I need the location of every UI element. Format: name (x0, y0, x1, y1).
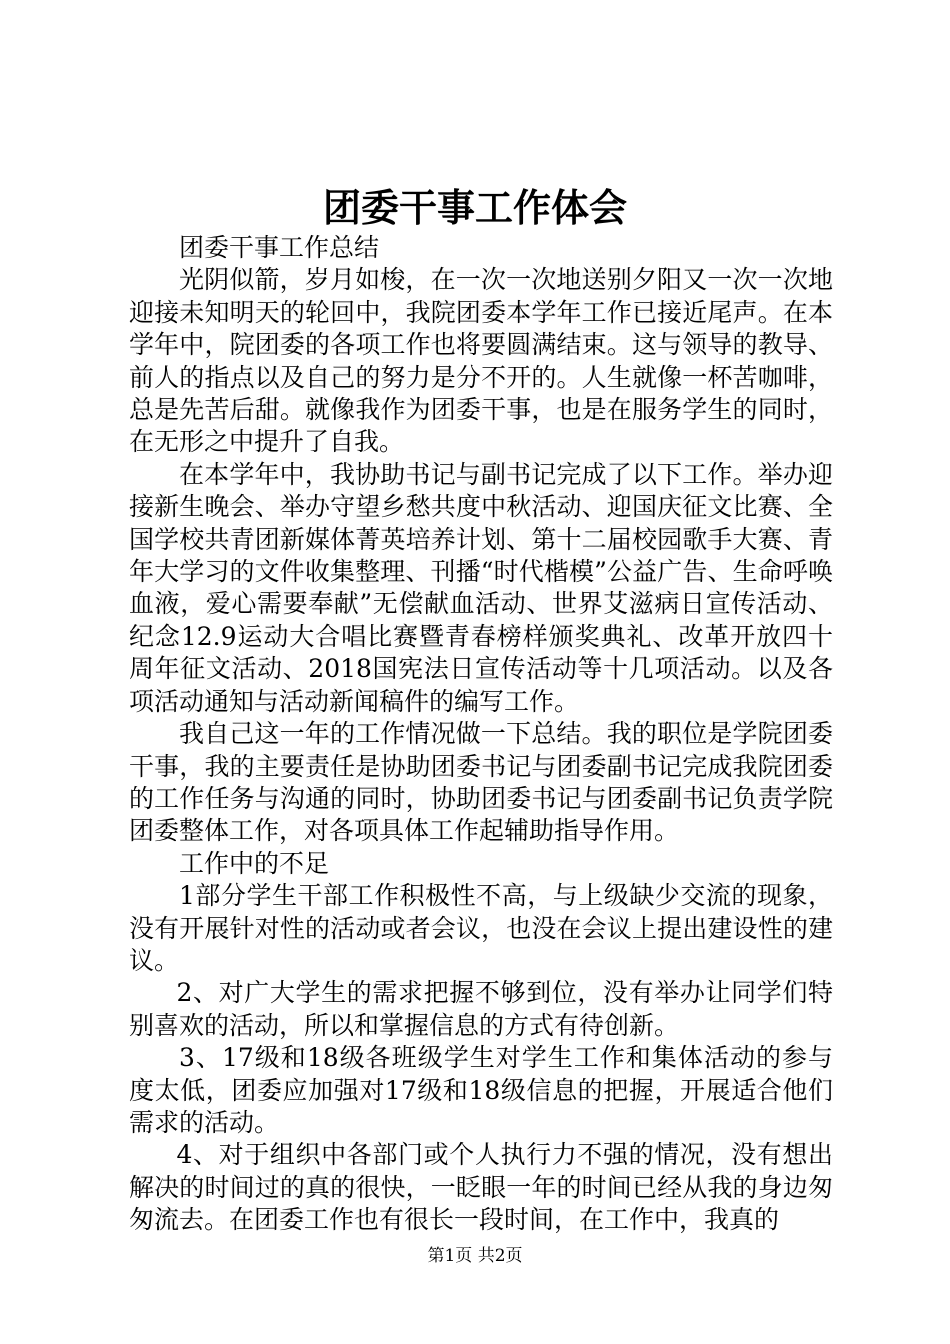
paragraph: 2、对广大学生的需求把握不够到位，没有举办让同学们特别喜欢的活动，所以和掌握信息的方式有待创新。 (129, 978, 833, 1040)
paragraph: 3、17级和18级各班级学生对学生工作和集体活动的参与度太低，团委应加强对17级和18级信息的把握，开展适合他们需求的活动。 (129, 1043, 833, 1137)
page-title: 团委干事工作体会 (322, 185, 627, 230)
document-body (129, 232, 833, 1237)
paragraph: 1部分学生干部工作积极性不高，与上级缺少交流的现象，没有开展针对性的活动或者会议，也没在会议上提出建设性的建议。 (129, 881, 833, 975)
page-footer: 第1页 共2页 (427, 1246, 523, 1266)
section-heading: 工作中的不足 (179, 848, 330, 878)
paragraph: 在本学年中，我协助书记与副书记完成了以下工作。举办迎接新生晚会、举办守望乡愁共度中秋活动、迎国庆征文比赛、全国学校共青团新媒体菁英培养计划、第十二届校园歌手大赛、青年大学习的文件收集整理、刊播“时代楷模”公益广告、生命呼唤血液，爱心需要奉献”无偿献血活动、世界艾滋病日宣传活动、纪念12.9运动大合唱比赛暨青春榜样颁奖典礼、改革开放四十周年征文活动、2018国宪法日宣传活动等十几项活动。以及各项活动通知与活动新闻稿件的编写工作。 (129, 459, 833, 716)
paragraph-subtitle: 团委干事工作总结 (179, 233, 380, 262)
paragraph: 4、对于组织中各部门或个人执行力不强的情况，没有想出解决的时间过的真的很快，一眨眼一年的时间已经从我的身边匆匆流去。在团委工作也有很长一段时间，在工作中，我真的 (129, 1140, 833, 1235)
paragraph: 我自己这一年的工作情况做一下总结。我的职位是学院团委干事，我的主要责任是协助团委书记与团委副书记完成我院团委的工作任务与沟通的同时，协助团委书记与团委副书记负责学院团委整体工作，对各项具体工作起辅助指导作用。 (129, 719, 833, 846)
paragraph: 光阴似箭，岁月如梭，在一次一次地送别夕阳又一次一次地迎接未知明天的轮回中，我院团委本学年工作已接近尾声。在本学年中，院团委的各项工作也将要圆满结束。这与领导的教导、前人的指点以及自己的努力是分不开的。人生就像一杯苦咖啡，总是先苦后甜。就像我作为团委干事，也是在服务学生的同时，在无形之中提升了自我。 (129, 265, 833, 457)
